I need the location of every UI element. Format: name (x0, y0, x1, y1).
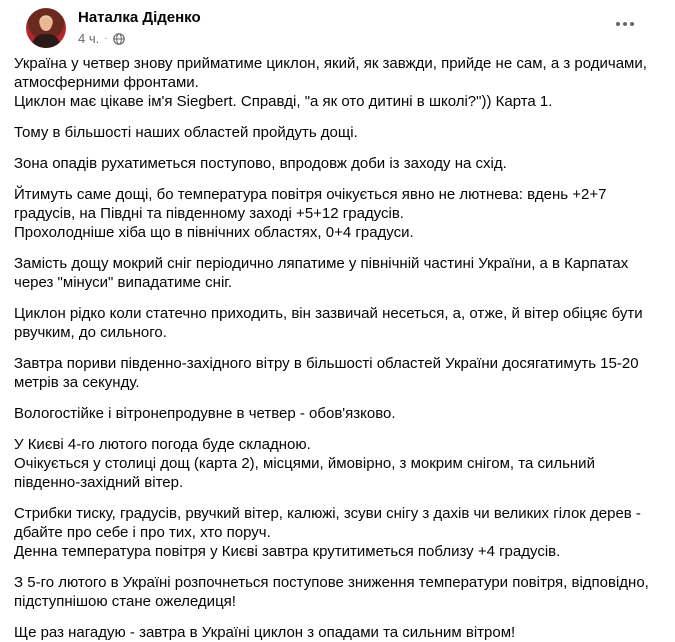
post-paragraph: Завтра пориви південно-західного вітру в більшості областей України досягатимуть 15-20 метрів за секунду. (14, 355, 639, 391)
post-time[interactable]: 4 ч. (78, 31, 100, 46)
more-options-icon[interactable] (607, 14, 643, 34)
meta-separator: · (104, 33, 108, 44)
post-paragraph: У Києві 4-го лютого погода буде складною. Очікується у столиці дощ (карта 2), місцями, ймовірно, з мокрим снігом, та сильний південно-західний вітер. (14, 436, 595, 491)
post-paragraph: Тому в більшості наших областей пройдуть дощі. (14, 124, 358, 141)
globe-icon[interactable] (113, 33, 125, 45)
post-meta (78, 31, 125, 46)
post-paragraph: Замість дощу мокрий сніг періодично ляпатиме у північній частині України, а в Карпатах через "мінуси" випадатиме сніг. (14, 255, 629, 291)
post-paragraph: Йтимуть саме дощі, бо температура повітря очікується явно не лютнева: вдень +2+7 градусів, на Півдні та південному заході +5+12 градусів. Прохолодніше хіба що в північних областях, 0+4 градуси. (14, 186, 607, 241)
post-paragraph: Україна у четвер знову прийматиме циклон, який, як завжди, прийде не сам, а з родичами, атмосферними фронтами. Циклон має цікаве ім'я Siegbert. Справді, "а як ото дитині в школі?")) Карта 1. (14, 55, 647, 110)
post-paragraph: З 5-го лютого в Україні розпочнеться поступове зниження температури повітря, відповідно, підступнішою стане ожеледиця! (14, 574, 649, 610)
more-dot (630, 22, 634, 26)
post-header (14, 0, 667, 54)
author-name[interactable]: Наталка Діденко (78, 9, 201, 26)
avatar-body (32, 34, 60, 48)
post-paragraph: Стрибки тиску, градусів, рвучкий вітер, калюжі, зсуви снігу з дахів чи великих гілок дерев - дбайте про себе і про тих, хто поруч. Денна температура повітря у Києві завтра крутитиметься поблизу +4 градусів. (14, 505, 641, 560)
post-paragraph: Ще раз нагадую - завтра в Україні циклон з опадами та сильним вітром! (14, 624, 516, 641)
post-paragraph: Вологостійке і вітронепродувне в четвер - обов'язково. (14, 405, 396, 422)
more-dot (616, 22, 620, 26)
post-paragraph: Циклон рідко коли статечно приходить, він зазвичай несеться, а, отже, й вітер обіцяє бути рвучким, до сильного. (14, 305, 643, 341)
post-paragraph: Зона опадів рухатиметься поступово, впродовж доби із заходу на схід. (14, 155, 507, 172)
avatar-face (40, 17, 52, 31)
more-dot (623, 22, 627, 26)
post-body (14, 54, 667, 642)
avatar[interactable] (26, 8, 66, 48)
